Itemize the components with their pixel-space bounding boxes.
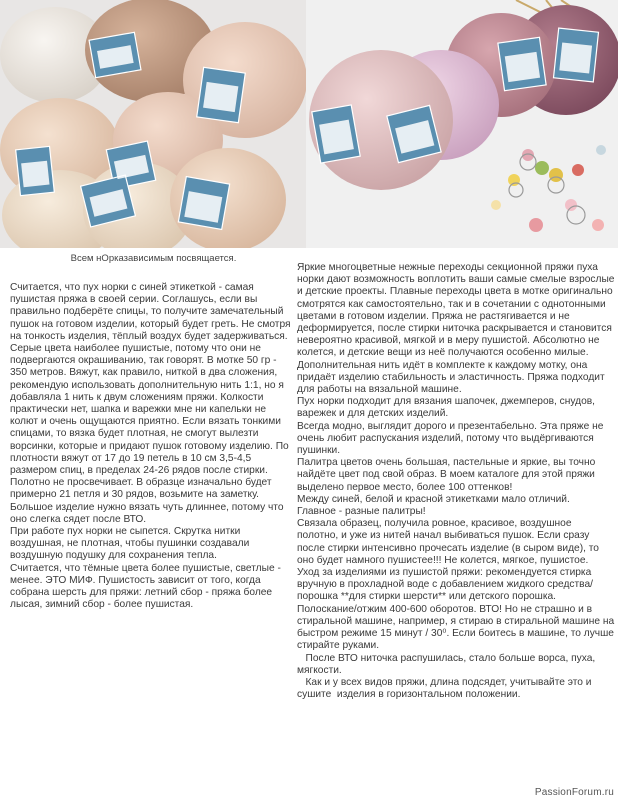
yarn-photo-beige bbox=[0, 0, 307, 248]
article-right-column bbox=[297, 262, 615, 701]
paragraph: Серые цвета наиболее пушистые, потому что они не подвергаются окрашиванию, так говорят. В мотке 50 гр - 350 метров. Вяжут, как правило, ниткой в два сложения, рекомендую использовать дополнительную нить 1:1, но я добавляла 1 нить к двум сложениям пряжи. Колкости практически нет, шапка и варежки мне ни капельки не колют и очень ощущаются приятно. Если вязать тонкими спицами, то вязка будет плотная, не смогут вылезти ворсинки, которые и придают пушок готовому изделию. По плотности вяжут от 17 до 19 петель в 10 см 3,5-4,5 размером спиц, в пределах 24-26 рядов после стирки. Полотно не просвечивает. В образце изначально будет примерно 21 петля и 30 рядов, возьмите на заметку. Большое изделие нужно вязать чуть длиннее, потому что оно слегка сядет после ВТО. bbox=[10, 343, 289, 525]
paragraph: Считается, что тёмные цвета более пушистые, светлые - менее. ЭТО МИФ. Пушистость зависит от того, когда собрана шерсть для пряжи: летний сбор - пряжа более лысая, зимний сбор - более пушистая. bbox=[10, 562, 281, 611]
paragraph: Главное - разные палитры! bbox=[297, 506, 426, 518]
paragraph: Палитра цветов очень большая, пастельные и яркие, вы точно найдёте цвет под свой образ. В моем каталоге для этой пряжи выделено первое место, более 100 оттенков! bbox=[297, 457, 596, 493]
photo-caption: Всем нОрказависимым посвящается. bbox=[70, 253, 237, 264]
yarn-balls-beige-illustration bbox=[0, 0, 307, 248]
paragraph: После ВТО ниточка распушилась, стало больше ворса, пуха, мягкости. bbox=[297, 652, 599, 676]
article-left-column bbox=[10, 282, 292, 611]
yarn-balls-pink-illustration bbox=[306, 0, 618, 248]
paragraph: Яркие многоцветные нежные переходы секционной пряжи пуха норки дают возможность воплотить ваши самые смелые взрослые и детские проекты. Плавные переходы цвета в мотке оригинально смотрятся как самостоятельно, так и в сочетании с однотонными цветами в готовом изделии. Пряжа не растягивается и не деформируется, после стирки ниточка раскрывается и становится невероятно красивой, мягкой и в меру пушистой. Абсолютно не колется, и детские вещи из неё получаются особенно милые. bbox=[297, 262, 615, 359]
paragraph: Пух норки подходит для вязания шапочек, джемперов, снудов, варежек и для детских изделий. bbox=[297, 396, 596, 420]
paragraph: Считается, что пух норки с синей этикеткой - самая пушистая пряжа в своей серии. Соглашусь, если вы правильно подберёте спицы, то получите замечательный пушок на готовом изделии, который будет греть. Не смотря на тонкость изделия, тёплый воздух будет задерживаться. bbox=[10, 282, 291, 342]
paragraph: Как и у всех видов пряжи, длина подсядет, учитывайте это и сушите изделия в горизонтальном положении. bbox=[297, 676, 595, 701]
paragraph: Всегда модно, выглядит дорого и презентабельно. Эта пряже не очень любит распускания изделий, потому что выдёргиваются пушинки. bbox=[297, 420, 604, 457]
site-watermark: PassionForum.ru bbox=[534, 787, 614, 798]
paragraph: Между синей, белой и красной этикетками мало отличий. bbox=[297, 493, 570, 505]
paragraph: Уход за изделиями из пушистой пряжи: рекомендуется стирка вручную в прохладной воде с добавлением жидкого средства/порошка **для стирки шерсти** или детского порошка. Полоскание/отжим 400-600 оборотов. ВТО! Но не страшно и в стиральной машине, например, я стираю в стиральной машине на быстром режиме 15 минут / 30⁰. Если боитесь в машине, то лучше стирайте руками. bbox=[297, 567, 615, 652]
paragraph: Связала образец, получила ровное, красивое, воздушное полотно, и уже из нитей начал выбиваться пушок. Если сразу после стирки интенсивно прочесать изделие (в сыром виде), то оно будет намного пушистее!!! Не колется, мягкое, пушистое. bbox=[297, 518, 599, 566]
paragraph: Дополнительная нить идёт в комплекте к каждому мотку, она придаёт изделию стабильность и эластичность. Пряжа подходит для работы на вязальной машине. bbox=[297, 359, 605, 396]
paragraph: При работе пух норки не сыпется. Скрутка нитки воздушная, не плотная, чтобы пушинки создавали воздушную подушку для сохранения тепла. bbox=[10, 526, 250, 562]
yarn-photo-pink bbox=[306, 0, 618, 248]
